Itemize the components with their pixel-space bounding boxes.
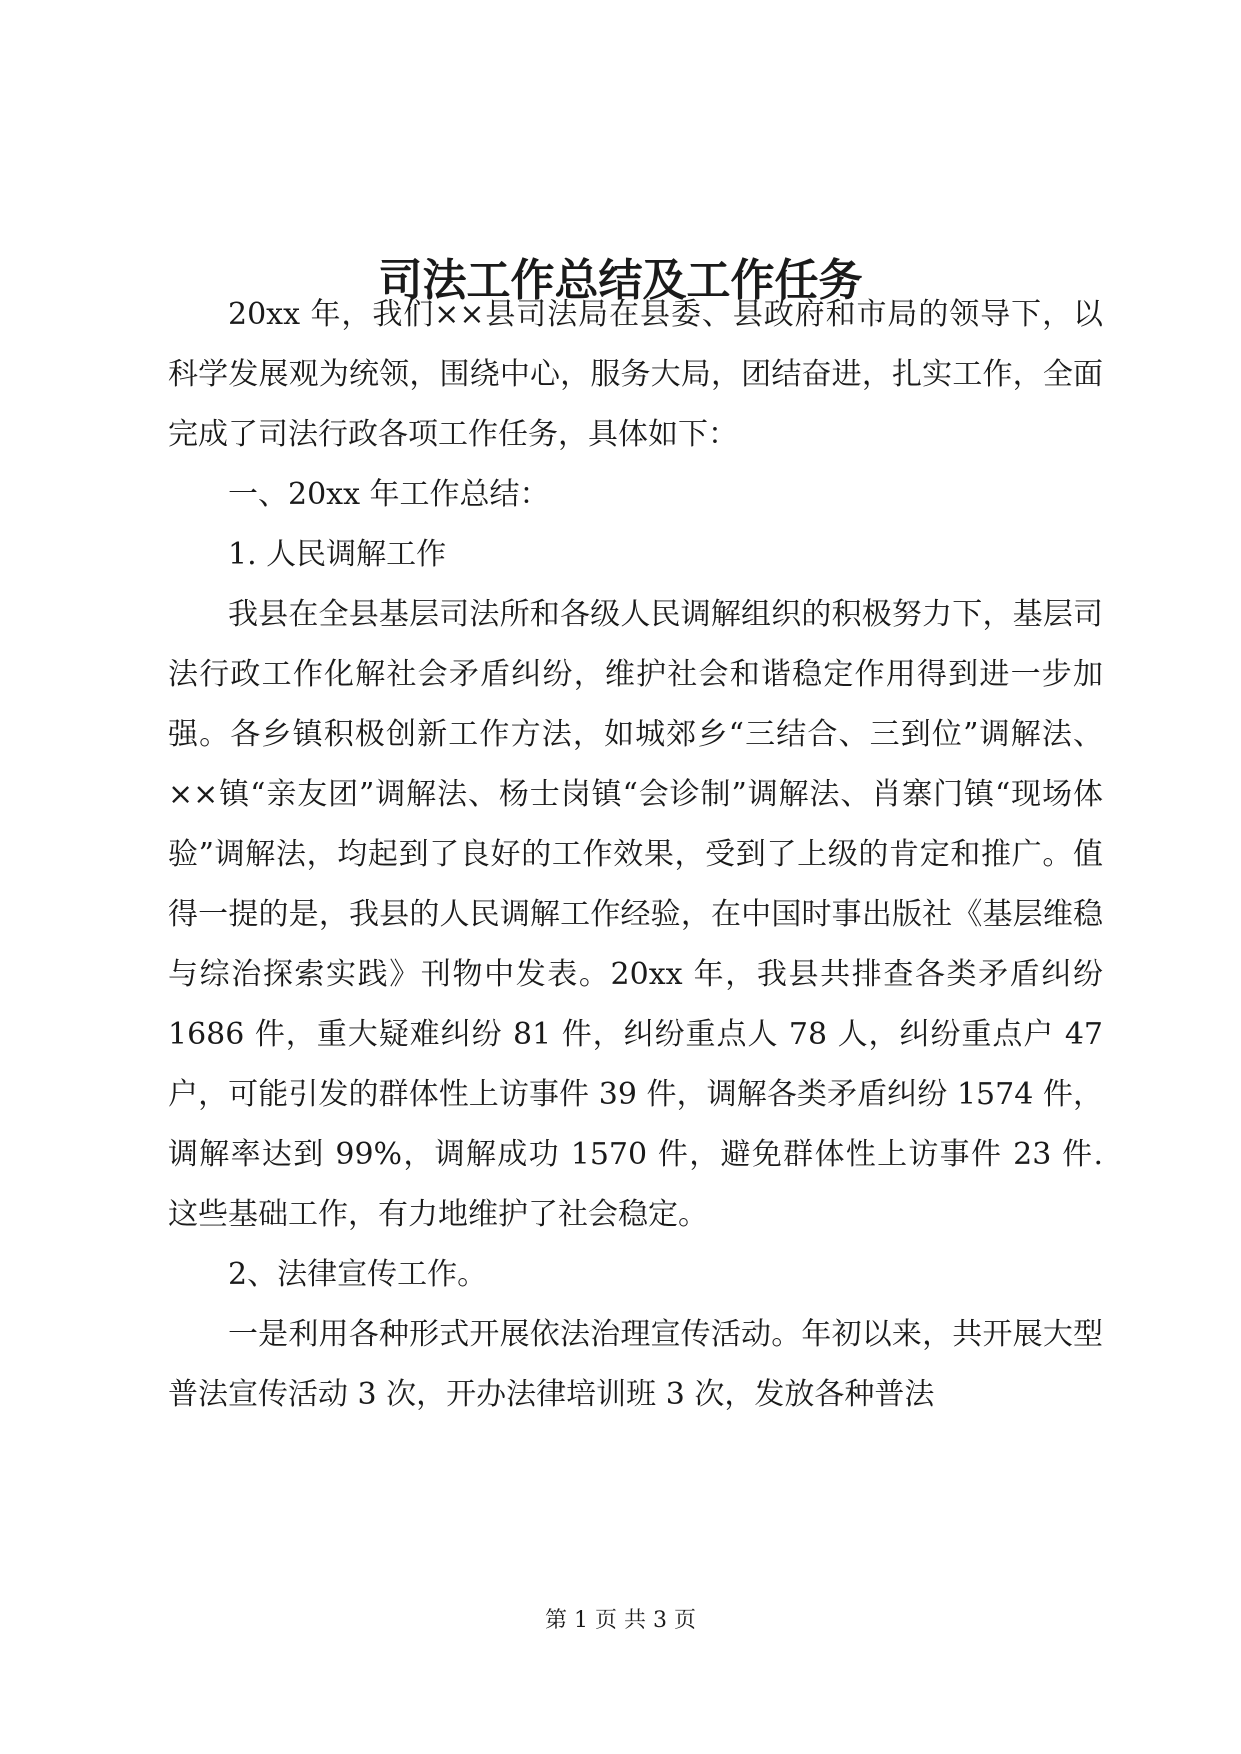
paragraph-legal-publicity: 一是利用各种形式开展依法治理宣传活动。年初以来，共开展大型普法宣传活动 3 次，开办法律培训班 3 次，发放各种普法: [168, 1317, 1103, 1412]
paragraph-mediation: 我县在全县基层司法所和各级人民调解组织的积极努力下，基层司法行政工作化解社会矛盾纠纷，维护社会和谐稳定作用得到进一步加强。各乡镇积极创新工作方法，如城郊乡“三结合、三到位”调解法、××镇“亲友团”调解法、杨士岗镇“会诊制”调解法、肖寨门镇“现场体验”调解法，均起到了良好的工作效果，受到了上级的肯定和推广。值得一提的是，我县的人民调解工作经验，在中国时事出版社《基层维稳与综治探索实践》刊物中发表。20xx 年，我县共排查各类矛盾纠纷 1686 件，重大疑难纠纷 81 件，纠纷重点人 78 人，纠纷重点户 47 户，可能引发的群体性上访事件 39 件，调解各类矛盾纠纷 1574 件，调解率达到 99%，调解成功 1570 件，避免群体性上访事件 23 件. 这些基础工作，有力地维护了社会稳定。: [168, 597, 1103, 1232]
document-body: [168, 285, 1103, 1425]
subsection-heading-legal-publicity: 2、法律宣传工作。: [228, 1257, 488, 1292]
subsection-heading-mediation: 1. 人民调解工作: [228, 537, 447, 572]
page-footer: 第 1 页 共 3 页: [545, 1608, 696, 1633]
document-title: 司法工作总结及工作任务: [378, 255, 863, 307]
paragraph-intro: 20xx 年，我们××县司法局在县委、县政府和市局的领导下，以科学发展观为统领，围绕中心，服务大局，团结奋进，扎实工作，全面完成了司法行政各项工作任务，具体如下：: [168, 297, 1103, 452]
section-heading-summary: 一、20xx 年工作总结：: [228, 477, 550, 512]
